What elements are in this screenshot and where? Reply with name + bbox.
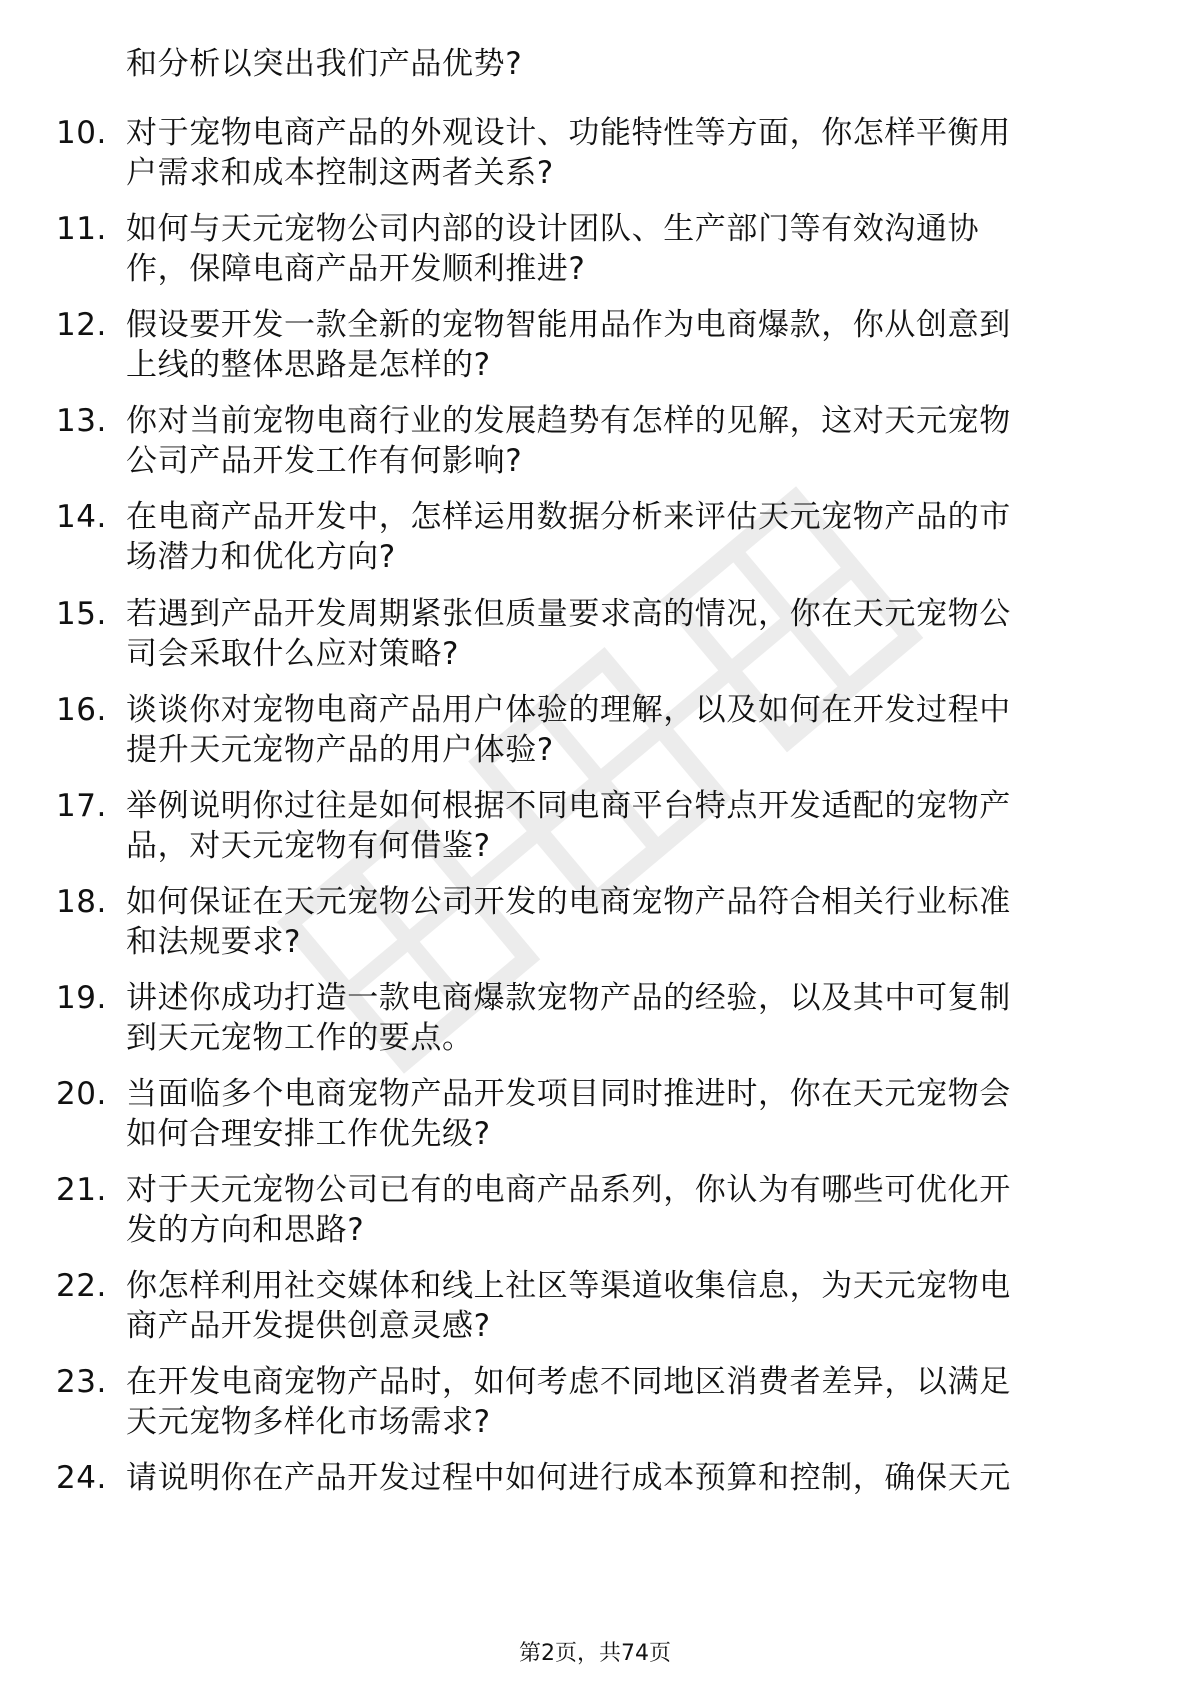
question-number: 13. bbox=[56, 403, 107, 439]
question-line: 若遇到产品开发周期紧张但质量要求高的情况，你在天元宠物公 bbox=[126, 596, 1011, 632]
question-line: 你怎样利用社交媒体和线上社区等渠道收集信息，为天元宠物电 bbox=[126, 1268, 1011, 1304]
question-line: 请说明你在产品开发过程中如何进行成本预算和控制，确保天元 bbox=[126, 1460, 1011, 1496]
question-line: 户需求和成本控制这两者关系? bbox=[126, 155, 554, 191]
question-number: 15. bbox=[56, 596, 107, 632]
question-number: 20. bbox=[56, 1076, 107, 1112]
question-number: 24. bbox=[56, 1460, 107, 1496]
question-number: 10. bbox=[56, 115, 107, 151]
question-text bbox=[126, 1170, 1111, 1250]
page-footer: 第2页，共74页 bbox=[519, 1641, 671, 1666]
question-text bbox=[126, 978, 1111, 1058]
question-line: 上线的整体思路是怎样的? bbox=[126, 347, 491, 383]
question-line: 和法规要求? bbox=[126, 924, 302, 960]
question-line: 司会采取什么应对策略? bbox=[126, 636, 460, 672]
question-text bbox=[126, 113, 1111, 193]
question-line: 假设要开发一款全新的宠物智能用品作为电商爆款，你从创意到 bbox=[126, 307, 1011, 343]
question-text bbox=[126, 690, 1111, 770]
question-text bbox=[126, 497, 1111, 577]
question-number: 23. bbox=[56, 1364, 107, 1400]
question-text bbox=[126, 1266, 1111, 1346]
question-text bbox=[126, 1074, 1111, 1154]
question-number: 18. bbox=[56, 884, 107, 920]
question-text bbox=[126, 305, 1111, 385]
question-text bbox=[126, 786, 1111, 866]
question-line: 发的方向和思路? bbox=[126, 1212, 365, 1248]
question-line: 品，对天元宠物有何借鉴? bbox=[126, 828, 491, 864]
question-line: 到天元宠物工作的要点。 bbox=[126, 1020, 474, 1056]
question-text bbox=[126, 594, 1111, 674]
question-text bbox=[126, 1458, 1111, 1498]
question-text bbox=[126, 401, 1111, 481]
question-line: 在开发电商宠物产品时，如何考虑不同地区消费者差异，以满足 bbox=[126, 1364, 1011, 1400]
question-line: 提升天元宠物产品的用户体验? bbox=[126, 732, 554, 768]
question-number: 21. bbox=[56, 1172, 107, 1208]
question-line: 对于天元宠物公司已有的电商产品系列，你认为有哪些可优化开 bbox=[126, 1172, 1011, 1208]
question-number: 14. bbox=[56, 499, 107, 535]
question-number: 16. bbox=[56, 692, 107, 728]
question-number: 22. bbox=[56, 1268, 107, 1304]
question-line: 你对当前宠物电商行业的发展趋势有怎样的见解，这对天元宠物 bbox=[126, 403, 1011, 439]
question-line: 当面临多个电商宠物产品开发项目同时推进时，你在天元宠物会 bbox=[126, 1076, 1011, 1112]
question-line: 天元宠物多样化市场需求? bbox=[126, 1404, 491, 1440]
question-line: 场潜力和优化方向? bbox=[126, 539, 396, 575]
question-line: 公司产品开发工作有何影响? bbox=[126, 443, 523, 479]
question-text bbox=[126, 882, 1111, 962]
continuation-text: 和分析以突出我们产品优势? bbox=[126, 46, 523, 82]
question-number: 12. bbox=[56, 307, 107, 343]
question-line: 讲述你成功打造一款电商爆款宠物产品的经验，以及其中可复制 bbox=[126, 980, 1011, 1016]
question-number: 11. bbox=[56, 211, 107, 247]
question-text bbox=[126, 1362, 1111, 1442]
question-number: 19. bbox=[56, 980, 107, 1016]
question-line: 在电商产品开发中，怎样运用数据分析来评估天元宠物产品的市 bbox=[126, 499, 1011, 535]
question-line: 作，保障电商产品开发顺利推进? bbox=[126, 251, 586, 287]
question-line: 对于宠物电商产品的外观设计、功能特性等方面，你怎样平衡用 bbox=[126, 115, 1011, 151]
question-line: 举例说明你过往是如何根据不同电商平台特点开发适配的宠物产 bbox=[126, 788, 1011, 824]
question-number: 17. bbox=[56, 788, 107, 824]
question-line: 如何与天元宠物公司内部的设计团队、生产部门等有效沟通协 bbox=[126, 211, 980, 247]
question-text bbox=[126, 209, 1111, 289]
question-line: 如何合理安排工作优先级? bbox=[126, 1116, 491, 1152]
question-line: 谈谈你对宠物电商产品用户体验的理解，以及如何在开发过程中 bbox=[126, 692, 1011, 728]
question-line: 商产品开发提供创意灵感? bbox=[126, 1308, 491, 1344]
question-line: 如何保证在天元宠物公司开发的电商宠物产品符合相关行业标准 bbox=[126, 884, 1011, 920]
